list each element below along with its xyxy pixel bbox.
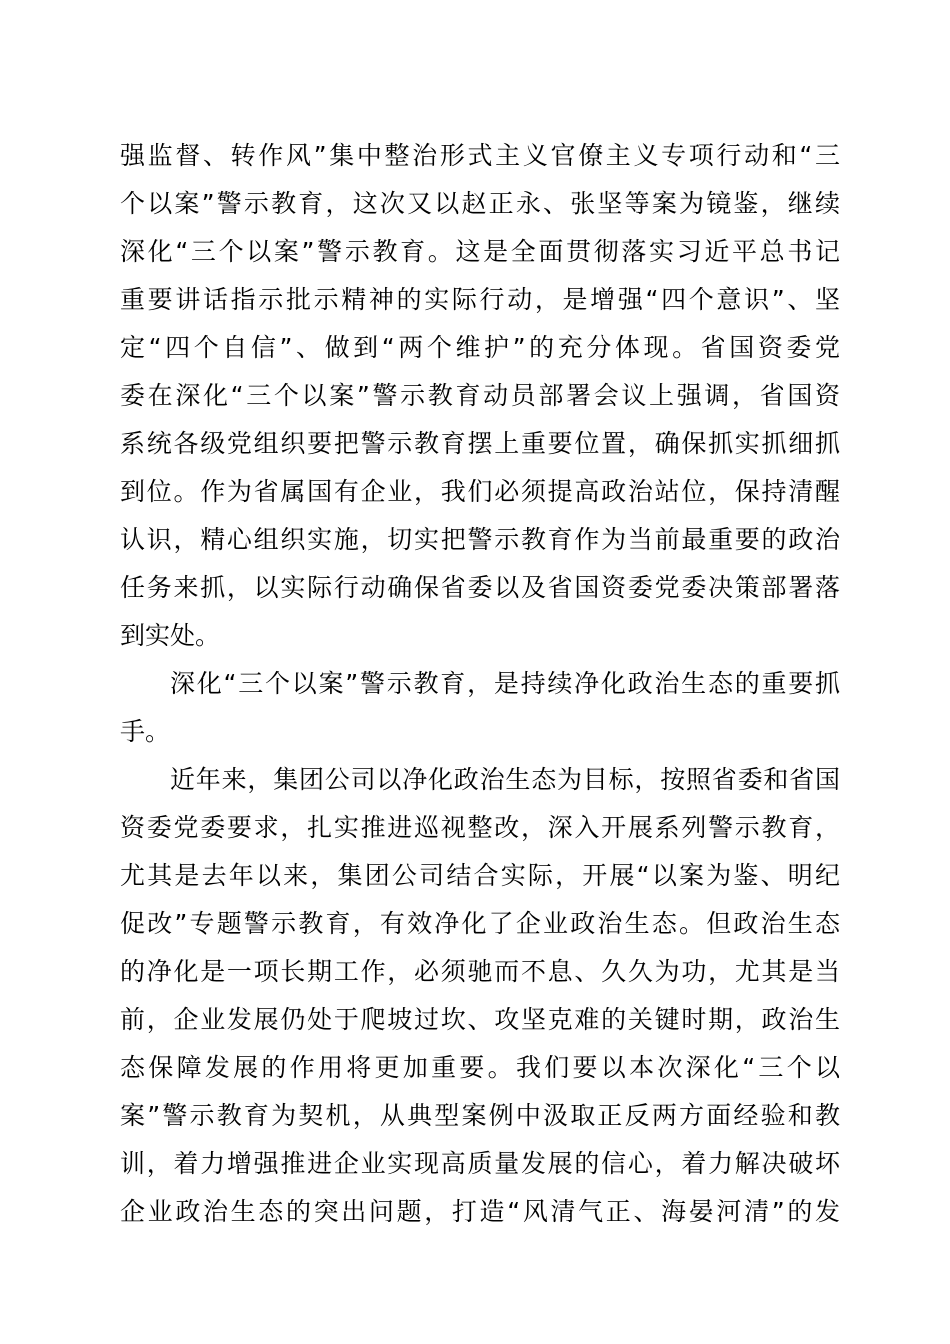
paragraph-3-line-2: 资委党委要求，扎实推进巡视整改，深入开展系列警示教育， <box>120 813 840 842</box>
paragraph-3-line-3: 尤其是去年以来，集团公司结合实际，开展“以案为鉴、明纪 <box>120 861 840 890</box>
paragraph-2-line-1: 深化“三个以案”警示教育，是持续净化政治生态的重要抓 <box>170 669 840 698</box>
paragraph-1-line-2: 个以案”警示教育，这次又以赵正永、张坚等案为镜鉴，继续 <box>120 189 840 218</box>
paragraph-3-line-9: 训，着力增强推进企业实现高质量发展的信心，着力解决破坏 <box>120 1149 840 1178</box>
paragraph-3-line-7: 态保障发展的作用将更加重要。我们要以本次深化“三个以 <box>120 1053 840 1082</box>
paragraph-2-line-2: 手。 <box>120 717 171 746</box>
paragraph-3-line-10: 企业政治生态的突出问题，打造“风清气正、海晏河清”的发 <box>120 1197 840 1226</box>
paragraph-3-line-8: 案”警示教育为契机，从典型案例中汲取正反两方面经验和教 <box>120 1101 840 1130</box>
paragraph-1-line-8: 到位。作为省属国有企业，我们必须提高政治站位，保持清醒 <box>120 477 840 506</box>
paragraph-1-line-4: 重要讲话指示批示精神的实际行动，是增强“四个意识”、坚 <box>120 285 840 314</box>
paragraph-1-line-1: 强监督、转作风”集中整治形式主义官僚主义专项行动和“三 <box>120 141 840 170</box>
paragraph-1-line-6: 委在深化“三个以案”警示教育动员部署会议上强调，省国资 <box>120 381 840 410</box>
paragraph-1-line-3: 深化“三个以案”警示教育。这是全面贯彻落实习近平总书记 <box>120 237 840 266</box>
paragraph-3-line-5: 的净化是一项长期工作，必须驰而不息、久久为功，尤其是当 <box>120 957 840 986</box>
paragraph-1-line-9: 认识，精心组织实施，切实把警示教育作为当前最重要的政治 <box>120 525 840 554</box>
paragraph-1-line-10: 任务来抓，以实际行动确保省委以及省国资委党委决策部署落 <box>120 573 840 602</box>
paragraph-3-line-6: 前，企业发展仍处于爬坡过坎、攻坚克难的关键时期，政治生 <box>120 1005 840 1034</box>
paragraph-3-line-4: 促改”专题警示教育，有效净化了企业政治生态。但政治生态 <box>120 909 840 938</box>
paragraph-1-line-5: 定“四个自信”、做到“两个维护”的充分体现。省国资委党 <box>120 333 840 362</box>
paragraph-3-line-1: 近年来，集团公司以净化政治生态为目标，按照省委和省国 <box>170 765 840 794</box>
paragraph-1-line-7: 系统各级党组织要把警示教育摆上重要位置，确保抓实抓细抓 <box>120 429 840 458</box>
paragraph-1-line-11: 到实处。 <box>120 621 221 650</box>
